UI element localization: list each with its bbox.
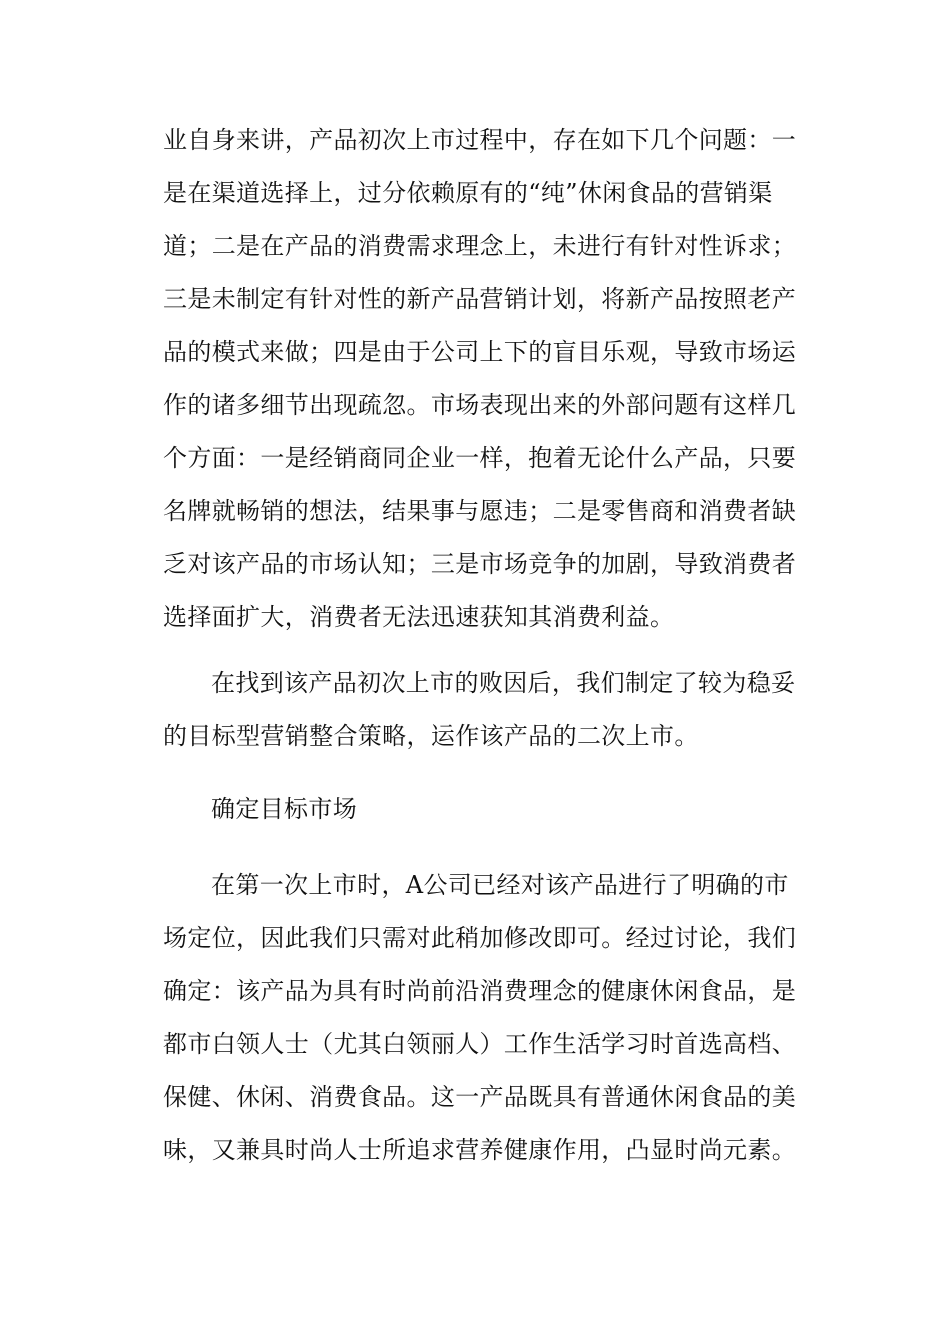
paragraph-line: 场定位，因此我们只需对此稍加修改即可。经过讨论，我们 xyxy=(163,924,797,952)
paragraph-line: 味，又兼具时尚人士所追求营养健康作用，凸显时尚元素。 xyxy=(163,1136,797,1164)
paragraph-line: 的目标型营销整合策略，运作该产品的二次上市。 xyxy=(163,722,699,750)
section-heading-text: 确定目标市场 xyxy=(211,795,358,823)
paragraph-strategy xyxy=(163,657,796,763)
paragraph-line: 是在渠道选择上，过分依赖原有的“纯”休闲食品的营销渠 xyxy=(163,179,773,207)
paragraph-line: 乏对该产品的市场认知；三是市场竞争的加剧，导致消费者 xyxy=(163,550,797,578)
paragraph-line: 名牌就畅销的想法，结果事与愿违；二是零售商和消费者缺 xyxy=(163,497,797,525)
paragraph-line: 三是未制定有针对性的新产品营销计划，将新产品按照老产 xyxy=(163,285,797,313)
paragraph-line: 作的诸多细节出现疏忽。市场表现出来的外部问题有这样几 xyxy=(163,391,797,419)
paragraph-line: 选择面扩大，消费者无法迅速获知其消费利益。 xyxy=(163,603,675,631)
paragraph-line: 道；二是在产品的消费需求理念上，未进行有针对性诉求； xyxy=(163,232,797,260)
paragraph-target-market xyxy=(163,859,797,1177)
paragraph-line: 都市白领人士（尤其白领丽人）工作生活学习时首选高档、 xyxy=(163,1030,797,1058)
paragraph-line: 在找到该产品初次上市的败因后，我们制定了较为稳妥 xyxy=(211,669,796,697)
section-heading xyxy=(163,783,793,836)
paragraph-line: 在第一次上市时，A公司已经对该产品进行了明确的市 xyxy=(211,871,789,899)
paragraph-line: 确定：该产品为具有时尚前沿消费理念的健康休闲食品，是 xyxy=(163,977,797,1005)
paragraph-problems xyxy=(163,114,797,644)
paragraph-line: 业自身来讲，产品初次上市过程中，存在如下几个问题：一 xyxy=(163,126,797,154)
paragraph-line: 保健、休闲、消费食品。这一产品既具有普通休闲食品的美 xyxy=(163,1083,797,1111)
paragraph-line: 品的模式来做；四是由于公司上下的盲目乐观，导致市场运 xyxy=(163,338,797,366)
paragraph-line: 个方面：一是经销商同企业一样，抱着无论什么产品，只要 xyxy=(163,444,797,472)
